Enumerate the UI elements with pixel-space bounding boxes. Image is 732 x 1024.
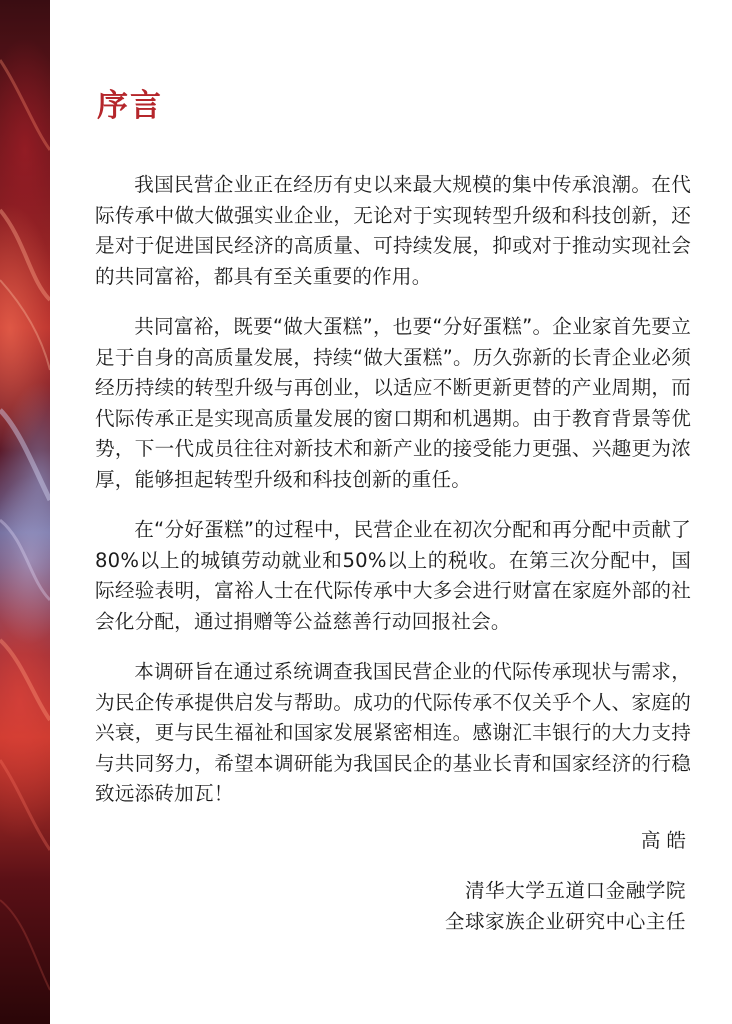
paragraph-3: 在“分好蛋糕”的过程中，民营企业在初次分配和再分配中贡献了80%以上的城镇劳动就业和50%以上的税收。在第三次分配中，国际经验表明，富裕人士在代际传承中大多会进行财富在家庭外部的社会化分配，通过捐赠等公益慈善行动回报社会。	[95, 518, 691, 633]
author-name: 高皓	[640, 829, 692, 852]
paragraph-4: 本调研旨在通过系统调查我国民营企业的代际传承现状与需求，为民企传承提供启发与帮助。成功的代际传承不仅关乎个人、家庭的兴衰，更与民生福祉和国家发展紧密相连。感谢汇丰银行的大力支持与共同努力，希望本调研能为我国民企的基业长青和国家经济的行稳致远添砖加瓦！	[95, 660, 691, 805]
decorative-side-image	[0, 0, 50, 1024]
signature-block	[444, 826, 692, 937]
paragraph-1: 我国民营企业正在经历有史以来最大规模的集中传承浪潮。在代际传承中做大做强实业企业，无论对于实现转型升级和科技创新，还是对于促进国民经济的高质量、可持续发展，抑或对于推动实现社会的共同富裕，都具有至关重要的作用。	[95, 173, 691, 288]
author-affiliation-school: 清华大学五道口金融学院	[464, 879, 686, 902]
preface-page	[50, 0, 732, 1024]
preface-body	[95, 170, 691, 830]
author-affiliation-title: 全球家族企业研究中心主任	[444, 910, 686, 933]
page-title: 序言	[97, 88, 163, 124]
paragraph-2: 共同富裕，既要“做大蛋糕”，也要“分好蛋糕”。企业家首先要立足于自身的高质量发展，持续“做大蛋糕”。历久弥新的长青企业必须经历持续的转型升级与再创业，以适应不断更新更替的产业周期，而代际传承正是实现高质量发展的窗口期和机遇期。由于教育背景等优势，下一代成员往往对新技术和新产业的接受能力更强、兴趣更为浓厚，能够担起转型升级和科技创新的重任。	[95, 315, 691, 491]
canyon-texture	[0, 0, 50, 1024]
